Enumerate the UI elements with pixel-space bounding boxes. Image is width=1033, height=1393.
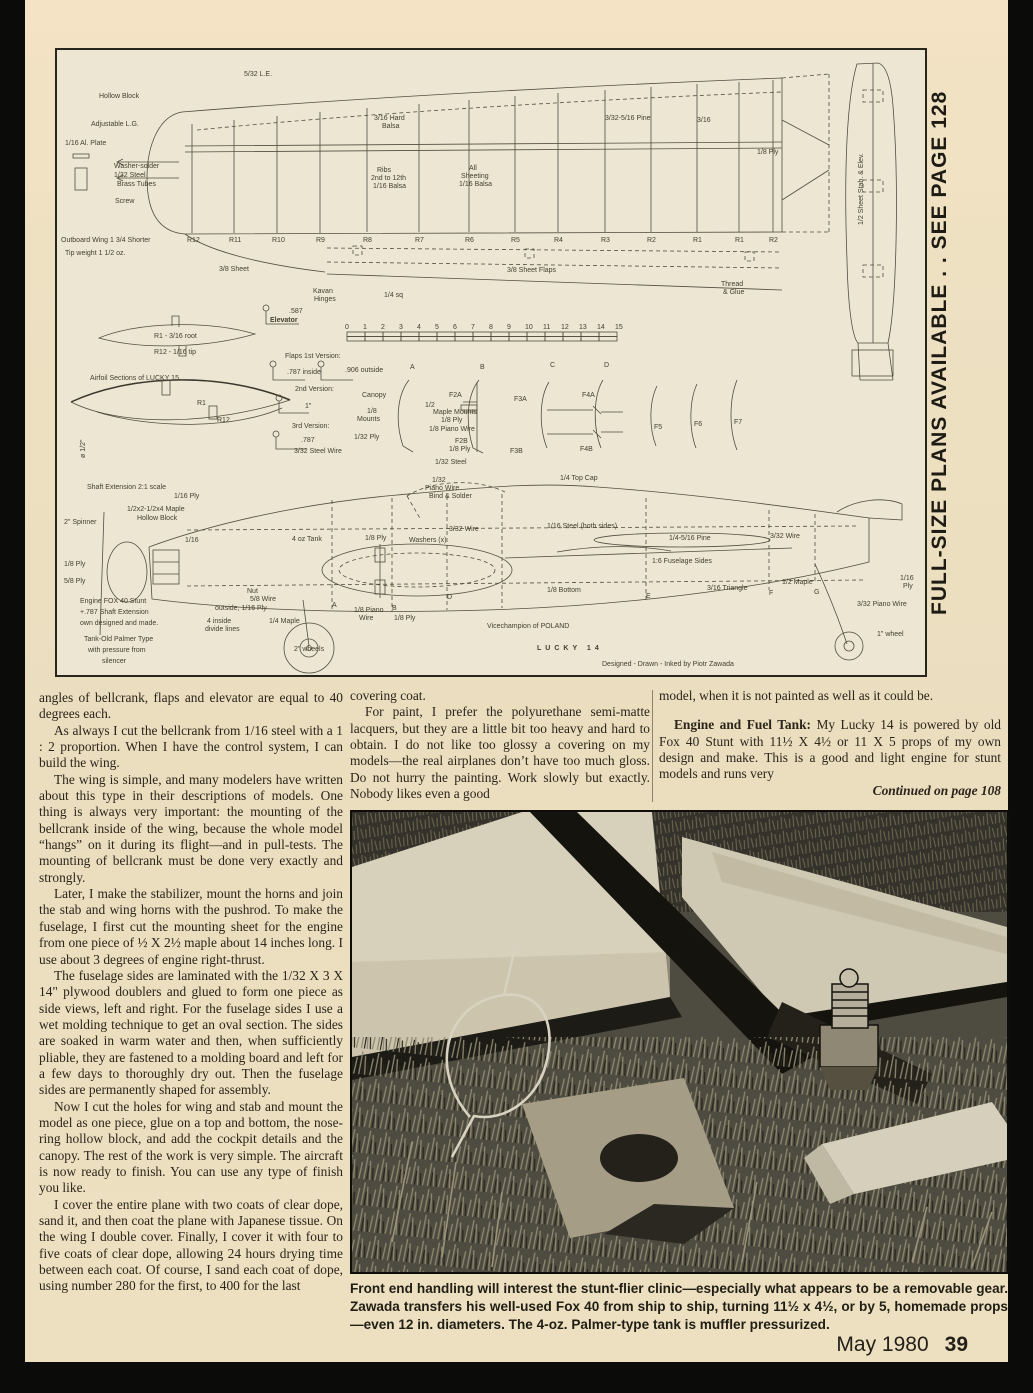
- plan-label: R1: [693, 237, 702, 244]
- plan-label: LUCKY 14: [537, 645, 603, 652]
- plan-label: 1/2x2-1/2x4 Maple: [127, 506, 185, 513]
- article-column-2: [350, 688, 650, 802]
- plan-label: F4B: [580, 446, 593, 453]
- plan-label: R1 - 3/16 root: [154, 333, 197, 340]
- plan-label: 1/32: [432, 477, 446, 484]
- plan-label: R4: [554, 237, 563, 244]
- plan-label: 1" wheel: [877, 631, 904, 638]
- plan-label: Nut: [247, 588, 258, 595]
- plan-label: 1:6 Fuselage Sides: [652, 558, 712, 565]
- ruler-number: 9: [507, 324, 511, 331]
- plan-label: R12: [187, 237, 200, 244]
- plan-label: Hinges: [314, 296, 336, 303]
- ruler-number: 13: [579, 324, 587, 331]
- paragraph: covering coat.: [350, 688, 426, 703]
- issue-date: May 1980: [836, 1333, 929, 1356]
- plan-label: 3rd Version:: [292, 423, 330, 430]
- page-footer: [836, 1333, 968, 1357]
- plan-label: F3B: [510, 448, 523, 455]
- plan-label: 4 inside: [207, 618, 232, 625]
- plan-drawing: [55, 48, 927, 677]
- plan-label: .787 inside: [287, 369, 321, 376]
- paragraph: As always I cut the bellcrank from 1/16 steel with a 1 : 2 proportion. When I have the control system, I can build the wing.: [39, 722, 343, 771]
- ruler-number: 11: [543, 324, 551, 331]
- plan-label: +.787 Shaft Extension: [80, 609, 149, 616]
- plan-label: F3A: [514, 396, 527, 403]
- ruler-number: 8: [489, 324, 493, 331]
- continued-note: Continued on page 108: [872, 782, 1001, 798]
- plan-label: Maple Mounts: [433, 409, 477, 416]
- plan-label: R3: [601, 237, 610, 244]
- plan-label: .787: [301, 437, 315, 444]
- plan-label: B: [480, 364, 485, 371]
- plan-label: 3/32 Wire: [449, 526, 479, 533]
- plan-label: 3/8 Sheet Flaps: [507, 267, 557, 274]
- plan-label: 3/8 Sheet: [219, 266, 249, 273]
- ruler-number: 7: [471, 324, 475, 331]
- plan-label: 5/8 Ply: [64, 578, 86, 585]
- ruler-number: 6: [453, 324, 457, 331]
- ruler-number: 10: [525, 324, 533, 331]
- photo-caption: Front end handling will interest the stunt-flier clinic—especially what appears to be a removable gear. Zawada transfers his well-used Fox 40 from ship to ship, turning 11½ x 4½, or by 5, homemade props—even 12 in. diameters. The 4-oz. Palmer-type tank is muffler pressurized.: [350, 1281, 1008, 1333]
- plan-label: All: [469, 165, 477, 172]
- ruler-number: 15: [615, 324, 623, 331]
- paragraph: Later, I make the stabilizer, mount the horns and join the stab and wing horns with the pushrod. To make the fuselage, I first cut the mounting sheet for the engine from one piece of ½ X 2½ maple about 14 inches long. I use about 3 degrees of engine right-thrust.: [39, 886, 343, 967]
- plan-label: Canopy: [362, 392, 387, 399]
- plan-label: 5/32 L.E.: [244, 71, 273, 78]
- plan-label: 1/8 Ply: [64, 561, 86, 568]
- plan-label: 1": [305, 403, 312, 410]
- article-column-3: [659, 688, 1001, 799]
- plan-label: 1/8 Ply: [441, 417, 463, 424]
- paragraph: Now I cut the holes for wing and stab and mount the model as one piece, glue on a top and bottom, the nose-ring hollow block, and add the cockpit details and the canopy. The rest of the work is very simple. The aircraft is now ready to finish. You can use any type of finish you like.: [39, 1098, 343, 1196]
- plan-label: divide lines: [205, 626, 240, 633]
- plan-label: 1/8 Piano Wire: [429, 426, 475, 433]
- plan-label: Hollow Block: [137, 515, 178, 522]
- plan-label: Airfoil Sections of LUCKY 15: [90, 375, 179, 382]
- plan-label: 4 oz Tank: [292, 536, 322, 543]
- plan-label: R7: [415, 237, 424, 244]
- plan-label: Washers (x): [409, 537, 447, 544]
- plan-label: F2B: [455, 438, 468, 445]
- plan-label: 1/16 Steel (both sides): [547, 523, 618, 530]
- plan-label: outside, 1/16 Ply: [215, 605, 267, 612]
- plan-label: ø 1/2": [80, 439, 87, 458]
- plan-label: 1/4 Maple: [269, 618, 300, 625]
- plan-label: 1/4 Top Cap: [560, 475, 598, 482]
- plan-label: Tip weight 1 1/2 oz.: [65, 250, 126, 257]
- plan-label: 1/16: [900, 575, 914, 582]
- plan-label: 2nd to 12th: [371, 175, 407, 182]
- plan-label: 3/16 Hard: [374, 115, 405, 122]
- plan-label: 1/16 Balsa: [373, 183, 407, 190]
- plan-label: R12: [217, 417, 230, 424]
- plan-label: 1/8 Piano: [354, 607, 384, 614]
- plan-label: F2A: [449, 392, 462, 399]
- plan-label: 3/32 Wire: [770, 533, 800, 540]
- plan-label: A: [332, 602, 337, 609]
- ruler-number: 2: [381, 324, 385, 331]
- page-number: 39: [944, 1333, 968, 1356]
- plan-label: 2nd Version:: [295, 386, 334, 393]
- plan-label: 1/16 Al. Plate: [65, 140, 107, 147]
- plan-label: own designed and made.: [80, 620, 159, 627]
- plan-label: B: [392, 605, 397, 612]
- plan-label: Kavan: [313, 288, 333, 295]
- plan-schematic: [57, 50, 925, 675]
- plan-label: 1/4-5/16 Pine: [669, 535, 711, 542]
- plan-label: Screw: [115, 198, 135, 205]
- ruler-number: 0: [345, 324, 349, 331]
- paragraph: [659, 717, 1001, 782]
- plan-label: F4A: [582, 392, 595, 399]
- paragraph: model, when it is not painted as well as it could be.: [659, 688, 934, 703]
- plan-label: & Glue: [723, 289, 745, 296]
- plan-label: .906 outside: [345, 367, 384, 374]
- plan-label: G: [814, 589, 820, 596]
- plan-label: Shaft Extension 2:1 scale: [87, 484, 166, 491]
- plan-label: Thread: [721, 281, 744, 288]
- plan-label: 1/16 Balsa: [459, 181, 493, 188]
- plan-label: 1/8: [367, 408, 377, 415]
- plan-label: D: [604, 362, 610, 369]
- plan-label: Hollow Block: [99, 93, 140, 100]
- paragraph: The wing is simple, and many modelers have written about this type in their descriptions of models. One thing is always very important: the mounting of the bellcrank inside of the wing, because the whole model “hangs” on it during its flight—and in pull-tests. The mounting of bellcrank must be done very exactly and strongly.: [39, 771, 343, 885]
- plan-label: 1/32 Ply: [354, 434, 380, 441]
- plan-label: Vicechampion of POLAND: [487, 623, 570, 630]
- plan-label: 1/8 Ply: [449, 446, 471, 453]
- plan-label: 3/32-5/16 Pine: [605, 115, 651, 122]
- plan-label: with pressure from: [88, 647, 146, 654]
- plan-label: R12 - 1/16 tip: [154, 349, 197, 356]
- plan-label: .587: [289, 308, 303, 315]
- plan-label: Mounts: [357, 416, 380, 423]
- plan-label: 1/8 Ply: [365, 535, 387, 542]
- plan-label: R2: [769, 237, 778, 244]
- ruler-number: 3: [399, 324, 403, 331]
- plan-label: R2: [647, 237, 656, 244]
- plan-label: R10: [272, 237, 285, 244]
- plan-label: Balsa: [382, 123, 400, 130]
- plan-label: 3/16: [697, 117, 711, 124]
- plan-label: 3/32 Piano Wire: [857, 601, 907, 608]
- plan-label: 1/8 Bottom: [547, 587, 581, 594]
- plan-label: 1/32 Steel: [114, 172, 146, 179]
- plan-label: Washer-solder: [114, 163, 160, 170]
- model-airplane-photo: [350, 810, 1009, 1274]
- plan-label: Engine FOX 40 Stunt: [80, 598, 147, 605]
- plan-label: 1/8 Ply: [394, 615, 416, 622]
- plan-label: R6: [465, 237, 474, 244]
- section-body: My Lucky 14 is powered by old Fox 40 Stunt with 11½ X 4½ or 11 X 5 props of my own design and make. This is a good and light engine for stunt models and runs very: [659, 717, 1001, 782]
- plan-label: F5: [654, 424, 663, 431]
- plan-label: Outboard Wing 1 3/4 Shorter: [61, 237, 151, 244]
- plan-label: 3/32 Steel Wire: [294, 448, 342, 455]
- plan-label: Bind & Solder: [429, 493, 472, 500]
- plan-label: Ply: [903, 583, 913, 590]
- plan-label: Adjustable L.G.: [91, 121, 139, 128]
- paragraph: I cover the entire plane with two coats of clear dope, sand it, and then coat the plane with Japanese tissue. On the wing I double cover. Finally, I cover it with four to five coats of clear dope, allowing 24 hours drying time between each coat. Of course, I sand each coat of dope, using number 280 for the first, to 400 for the last: [39, 1196, 343, 1294]
- plan-label: R8: [363, 237, 372, 244]
- ruler-number: 14: [597, 324, 605, 331]
- plan-label: 1/2 Maple: [782, 579, 813, 586]
- plan-label: R5: [511, 237, 520, 244]
- plan-label: silencer: [102, 658, 127, 665]
- ruler-number: 12: [561, 324, 569, 331]
- plan-label: 1/2 Sheet Stab. & Elev.: [858, 153, 865, 225]
- plan-label: Ribs: [377, 167, 392, 174]
- plan-label: Flaps 1st Version:: [285, 353, 341, 360]
- plan-label: 5/8 Wire: [250, 596, 277, 603]
- plan-label: 1/16: [185, 537, 199, 544]
- plan-label: A: [410, 364, 415, 371]
- plan-label: Piano Wire: [425, 485, 460, 492]
- plan-label: 1/2: [425, 402, 435, 409]
- plan-label: Wire: [359, 615, 374, 622]
- plan-label: R1: [735, 237, 744, 244]
- plan-label: 3/16 Triangle: [707, 585, 748, 592]
- full-size-plans-vertical-note: FULL-SIZE PLANS AVAILABLE . . SEE PAGE 128: [928, 90, 951, 615]
- paragraph: For paint, I prefer the polyurethane semi-matte lacquers, but they are a little bit too heavy and hard to obtain. I do not like too glossy a covering on my models—the real airplanes don’t have too much gloss. Do not hurry the painting. Work slowly but exactly. Nobody likes even a good: [350, 704, 650, 802]
- plan-label: C: [550, 362, 556, 369]
- plan-label: F6: [694, 421, 703, 428]
- plan-label: R11: [229, 237, 242, 244]
- plan-label: R1: [197, 400, 206, 407]
- plan-label: F: [769, 590, 774, 597]
- paragraph: angles of bellcrank, flaps and elevator are equal to 40 degrees each.: [39, 690, 343, 722]
- plan-label: Sheeting: [461, 173, 489, 180]
- plan-label: 2" Spinner: [64, 519, 97, 526]
- section-lead-in: Engine and Fuel Tank:: [674, 717, 811, 733]
- plan-label: Elevator: [270, 317, 298, 324]
- plan-label: 1/4 sq: [384, 292, 404, 299]
- ruler-number: 4: [417, 324, 421, 331]
- magazine-page: [25, 0, 1008, 1362]
- plan-label: 1/8 Ply: [757, 149, 779, 156]
- article-column-1: [39, 690, 343, 1295]
- column-rule: [652, 690, 653, 802]
- plan-label: D: [447, 594, 453, 601]
- plan-label: 1/32 Steel: [435, 459, 467, 466]
- plan-label: 1/16 Ply: [174, 493, 200, 500]
- plan-label: F7: [734, 419, 743, 426]
- plan-label: 2" wheels: [294, 646, 325, 653]
- plan-label: E: [646, 593, 651, 600]
- paragraph: The fuselage sides are laminated with the 1/32 X 3 X 14" plywood doublers and glued to form one piece as side views, left and right. For the fuselage sides I use a wet molding technique to get an oval section. The sides are soaked in warm water and then, when sufficiently pliable, they are fastened to a molding board and left for a few days to thoroughly dry out. Then the fuselage sides are permanently shaped for assembly.: [39, 967, 343, 1098]
- plan-label: Brass Tubes: [117, 181, 156, 188]
- plan-label: R9: [316, 237, 325, 244]
- plan-label: Tank-Old Palmer Type: [84, 636, 154, 643]
- plan-label: Designed - Drawn - Inked by Piotr Zawada: [602, 661, 734, 668]
- ruler-number: 1: [363, 324, 367, 331]
- ruler-number: 5: [435, 324, 439, 331]
